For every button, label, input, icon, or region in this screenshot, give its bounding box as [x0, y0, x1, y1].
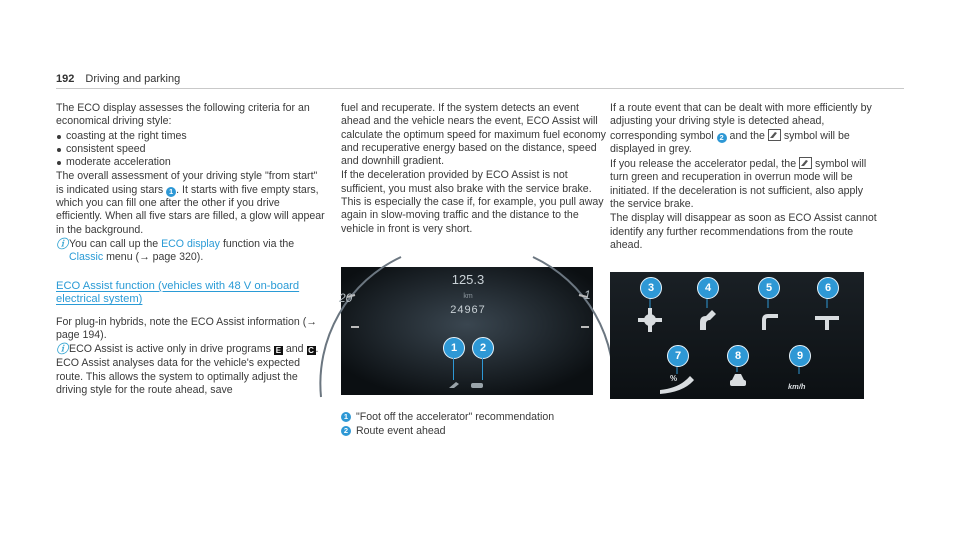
criteria-list	[56, 130, 326, 170]
callout-badge-3: 3	[640, 277, 662, 299]
callout-line	[453, 358, 454, 380]
classic-link[interactable]: Classic	[69, 251, 104, 264]
page-header	[56, 73, 180, 86]
eco-display-link[interactable]: ECO display	[161, 237, 220, 250]
image-captions	[341, 411, 611, 440]
route-event-symbols-image	[610, 272, 864, 399]
callout-badge-7: 7	[667, 345, 689, 367]
foot-off-accelerator-icon	[799, 157, 812, 169]
note-drive-programs: ⓘ ECO Assist is active only in drive programs E and C .	[56, 342, 319, 357]
header-divider	[56, 88, 904, 89]
deceleration-paragraph: If the deceleration provided by ECO Assist is not sufficient, you must also brake with the service brake. This is especially the case if, for example, you pull away again in slow-moving traffic and the distance to the vehicle in front is very short.	[341, 169, 604, 235]
callout-badge-2: 2	[472, 337, 494, 359]
foot-off-accelerator-icon	[768, 129, 781, 141]
caption-2: 2 Route event ahead	[341, 425, 611, 438]
plugin-hybrid-paragraph: For plug-in hybrids, note the ECO Assist information (→ page 194).	[56, 315, 317, 341]
info-icon: ⓘ	[56, 236, 69, 251]
fuel-paragraph: fuel and recuperate. If the system detects an event ahead and the vehicle nears the event, ECO Assist will calculate the optimum speed for maximum fuel economy and recuperative energy based on the distance, speed and downhill gradient.	[341, 102, 606, 168]
callout-badge-5: 5	[758, 277, 780, 299]
callout-badge-8: 8	[727, 345, 749, 367]
caption-1: 1 "Foot off the accelerator" recommendation	[341, 411, 611, 424]
odometer-readout: 24967	[450, 304, 486, 316]
callout-badge-9: 9	[789, 345, 811, 367]
route-event-paragraph: If a route event that can be dealt with more efficiently by adjusting your driving style is detected ahead, corresponding symbol 2 and the symbol will be displayed in grey.	[610, 102, 872, 155]
display-disappear-paragraph: The display will disappear as soon as ECO Assist cannot identify any further recommendations from the route ahead.	[610, 212, 877, 251]
scale-left-label: 20	[339, 291, 353, 305]
program-c-icon: C	[308, 346, 314, 356]
list-item: consistent speed	[56, 143, 326, 156]
speed-readout: 125.3	[451, 272, 485, 287]
assessment-paragraph: The overall assessment of your driving style "from start" is indicated using stars 1 . It starts with five empty stars, which you can fill one after the other if you drive efficiently. When all five stars are filled, a glow will appear in the background.	[56, 170, 325, 236]
column-3	[610, 102, 880, 253]
release-pedal-paragraph: If you release the accelerator pedal, the symbol will turn green and recuperation in overrun mode will be initiated. If the deceleration is not sufficient, also apply the service brake.	[610, 158, 867, 211]
foot-off-accelerator-icon	[447, 380, 487, 390]
note-eco-display: ⓘ You can call up the ECO display function via the Classic menu (→ page 320).	[56, 236, 295, 264]
info-icon: ⓘ	[56, 342, 69, 357]
program-e-icon: E	[275, 346, 282, 356]
speed-unit: km	[463, 293, 473, 300]
percent-label: %	[670, 374, 678, 383]
callout-badge-1: 1	[166, 187, 176, 197]
speed-limit-label: km/h	[788, 382, 806, 391]
intro-paragraph: The ECO display assesses the following criteria for an economical driving style:	[56, 102, 310, 128]
page-number: 192	[56, 73, 75, 85]
list-item: moderate acceleration	[56, 156, 326, 169]
callout-badge-4: 4	[697, 277, 719, 299]
callout-line	[482, 358, 483, 380]
column-1	[56, 102, 326, 398]
eco-assist-heading: ECO Assist function (vehicles with 48 V on-board electrical system)	[56, 279, 300, 306]
column-2	[341, 102, 611, 237]
instrument-cluster-image	[341, 267, 593, 395]
analysis-paragraph: ECO Assist analyses data for the vehicle's expected route. This allows the system to optimally adjust the driving style for the route ahead, save	[56, 357, 301, 397]
section-title: Driving and parking	[85, 73, 181, 85]
list-item: coasting at the right times	[56, 130, 326, 143]
callout-badge-1: 1	[443, 337, 465, 359]
scale-right-label: 1	[584, 288, 591, 302]
callout-badge-2: 2	[717, 133, 727, 143]
callout-badge-6: 6	[817, 277, 839, 299]
